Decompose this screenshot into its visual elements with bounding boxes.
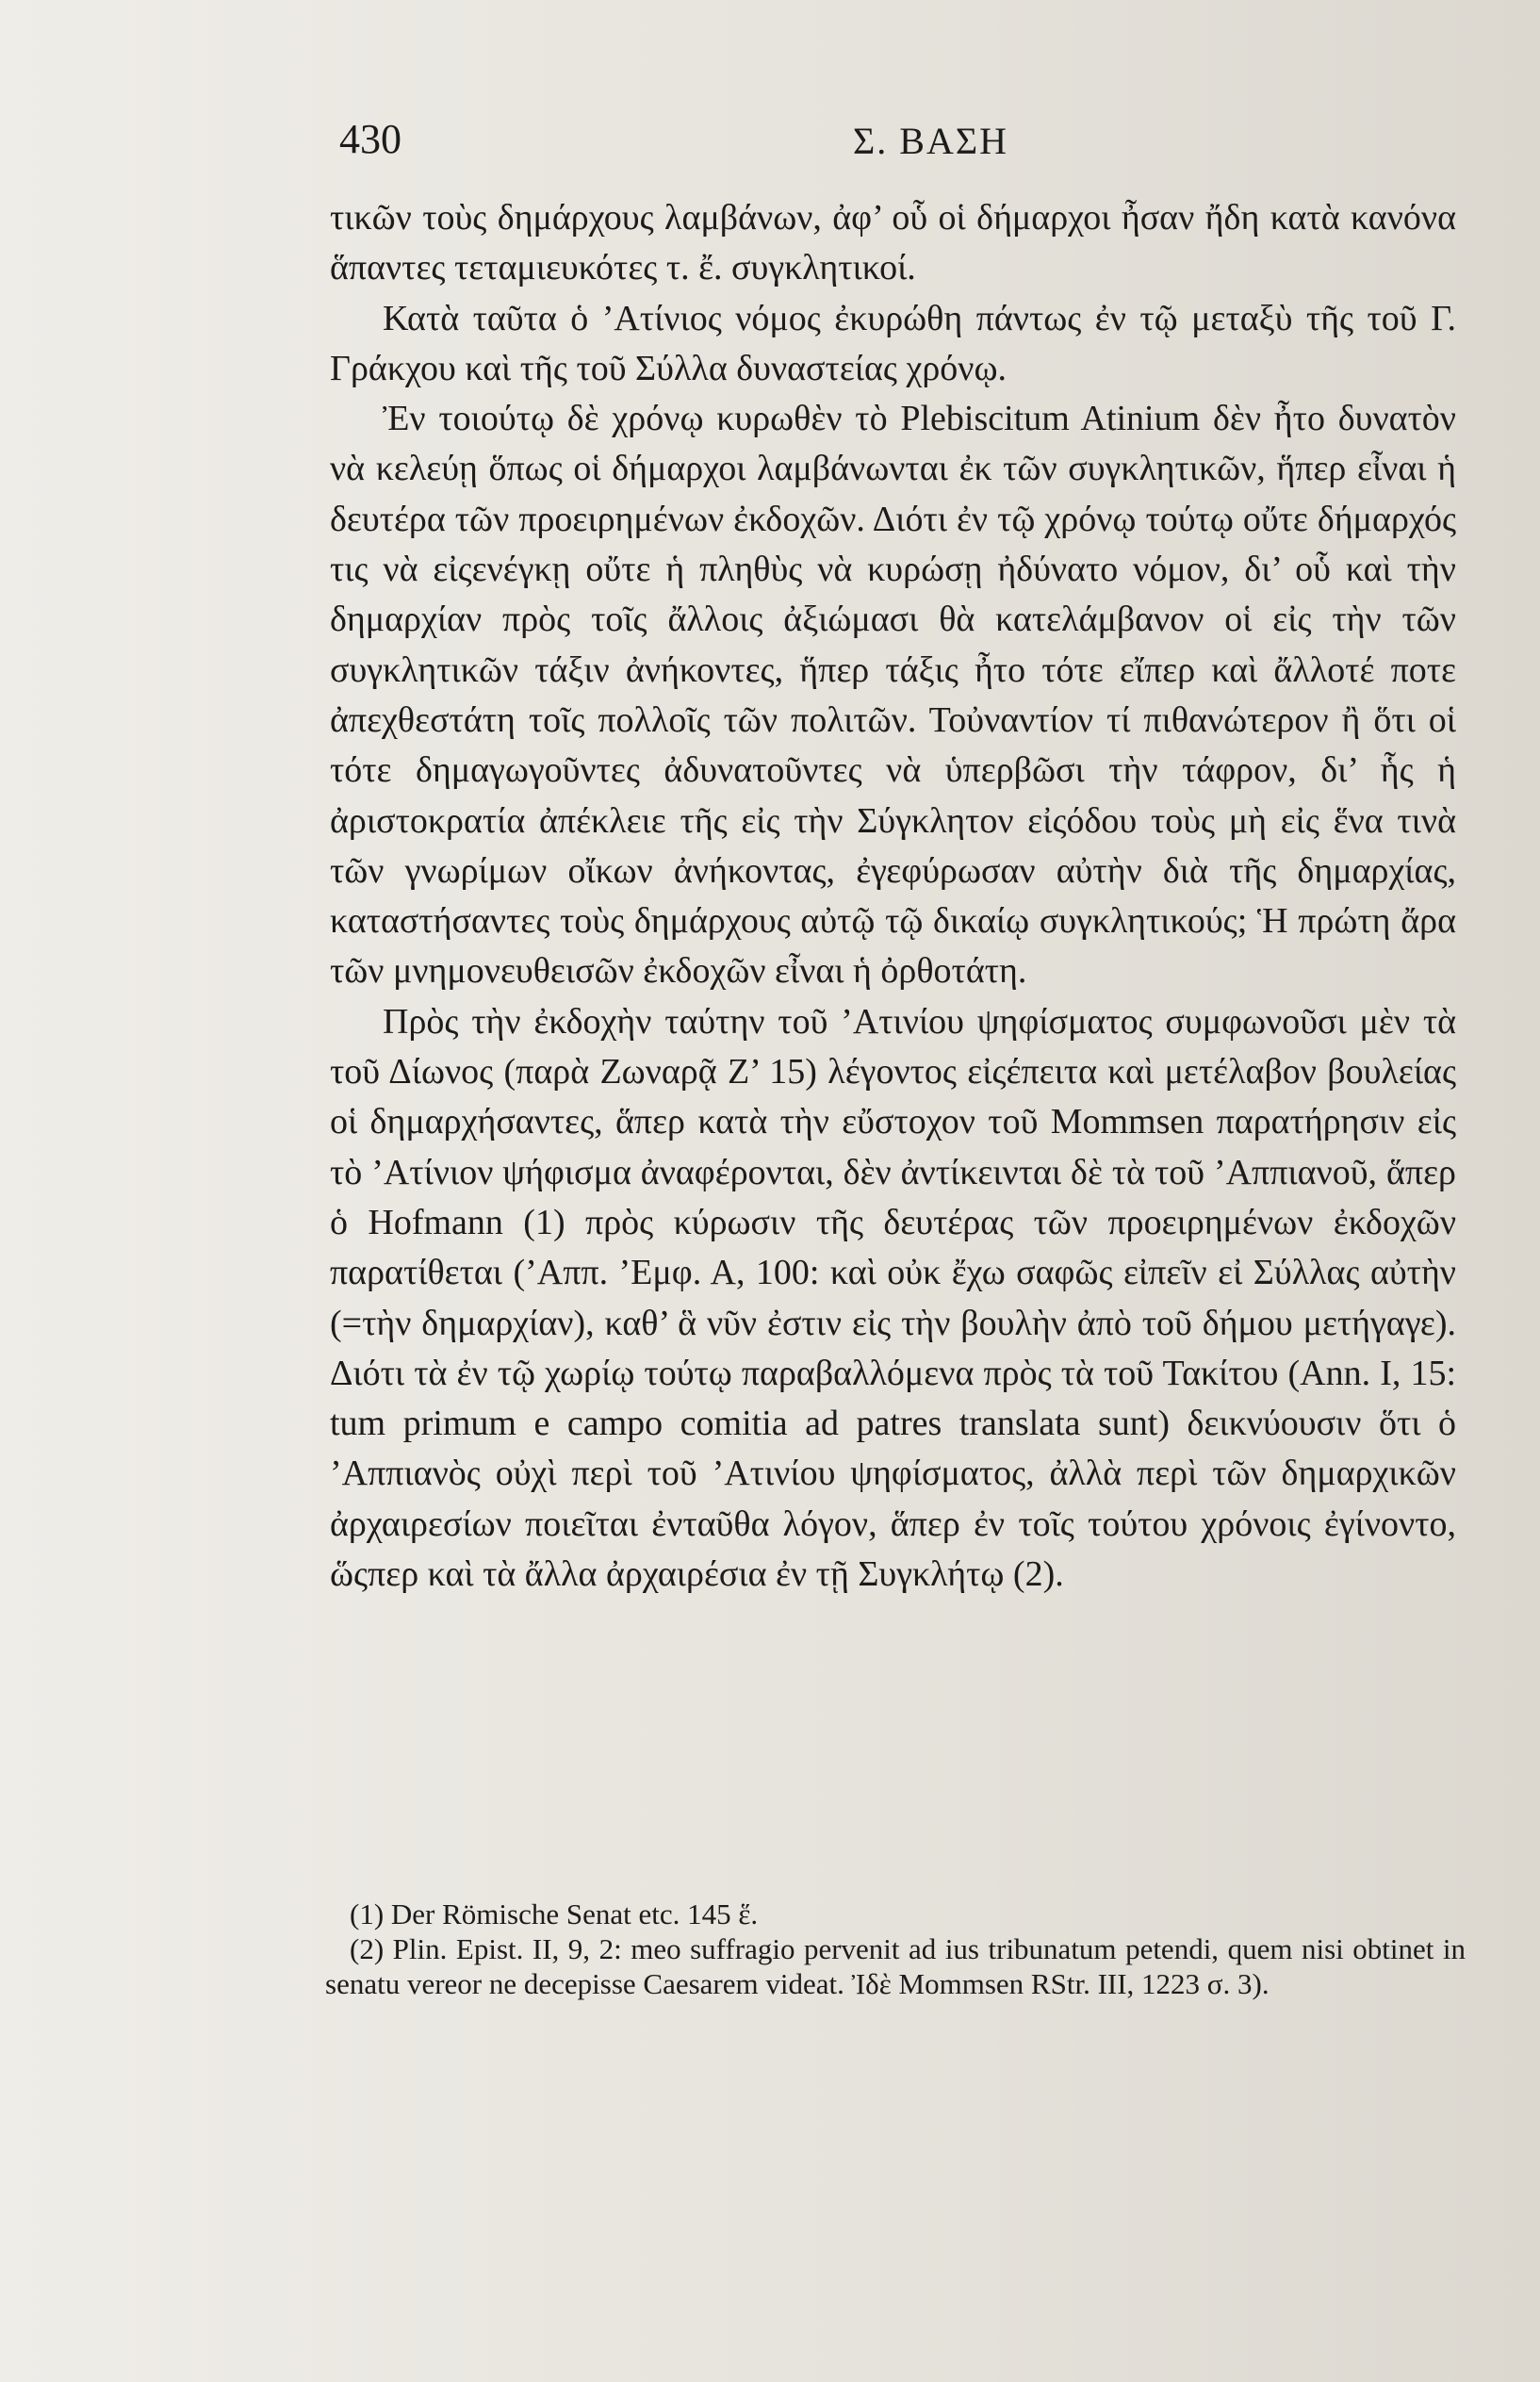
paragraph: Ἐν τοιούτῳ δὲ χρόνῳ κυρωθὲν τὸ Plebiscitum Atinium δὲν ἦτο δυνατὸν νὰ κελεύῃ ὅπως οἱ δήμαρχοι λαμβάνωνται ἐκ τῶν συγκλητικῶν, ἥπερ εἶναι ἡ δευτέρα τῶν προειρημένων ἐκδοχῶν. Διότι ἐν τῷ χρόνῳ τούτῳ οὔτε δήμαρχός τις νὰ εἰςενέγκῃ οὔτε ἡ πληθὺς νὰ κυρώσῃ ἠδύνατο νόμον, δι’ οὗ καὶ τὴν δημαρχίαν πρὸς τοῖς ἄλλοις ἀξιώμασι θὰ κατελάμβανον οἱ εἰς τὴν τῶν συγκλητικῶν τάξιν ἀνήκοντες, ἥπερ τάξις ἦτο τότε εἴπερ καὶ ἄλλοτέ ποτε ἀπεχθεστάτη τοῖς πολλοῖς τῶν πολιτῶν. Τοὐναντίον τί πιθανώτερον ἢ ὅτι οἱ τότε δημαγωγοῦντες ἀδυνατοῦντες νὰ ὑπερβῶσι τὴν τάφρον, δι’ ἧς ἡ ἀριστοκρατία ἀπέκλειε τῆς εἰς τὴν Σύγκλητον εἰςόδου τοὺς μὴ εἰς ἕνα τινὰ τῶν γνωρίμων οἴκων ἀνήκοντας, ἐγεφύρωσαν αὐτὴν διὰ τῆς δημαρχίας, καταστήσαντες τοὺς δημάρχους αὐτῷ τῷ δικαίῳ συγκλητικούς; Ἡ πρώτη ἄρα τῶν μνημονευθεισῶν ἐκδοχῶν εἶναι ἡ ὀρθοτάτη. bbox=[330, 399, 1456, 992]
running-head: Σ. ΒΑΣΗ bbox=[853, 120, 1009, 162]
page-number: 430 bbox=[339, 116, 401, 162]
footnotes bbox=[325, 1897, 1466, 2001]
page-header bbox=[339, 115, 1470, 172]
footnote: (2) Plin. Epist. II, 9, 2: meo suffragio pervenit ad ius tribunatum petendi, quem nisi obtinet in senatu vereor ne decepisse Caesarem videat. Ἰδὲ Mommsen RStr. III, 1223 σ. 3). bbox=[325, 1932, 1466, 2000]
main-text bbox=[330, 193, 1456, 1600]
paragraph: Πρὸς τὴν ἐκδοχὴν ταύτην τοῦ ’Ατινίου ψηφίσματος συμφωνοῦσι μὲν τὰ τοῦ Δίωνος (παρὰ Ζωναρᾷ Ζ’ 15) λέγοντος εἰςέπειτα καὶ μετέλαβον βουλείας οἱ δημαρχήσαντες, ἅπερ κατὰ τὴν εὔστοχον τοῦ Mommsen παρατήρησιν εἰς τὸ ’Ατίνιον ψήφισμα ἀναφέρονται, δὲν ἀντίκεινται δὲ τὰ τοῦ ’Αππιανοῦ, ἅπερ ὁ Hofmann (1) πρὸς κύρωσιν τῆς δευτέρας τῶν προειρημένων ἐκδοχῶν παρατίθεται (’Αππ. ’Εμφ. Α, 100: καὶ οὐκ ἔχω σαφῶς εἰπεῖν εἰ Σύλλας αὐτὴν (=τὴν δημαρχίαν), καθ’ ἃ νῦν ἐστιν εἰς τὴν βουλὴν ἀπὸ τοῦ δήμου μετήγαγε). Διότι τὰ ἐν τῷ χωρίῳ τούτῳ παραβαλλόμενα πρὸς τὰ τοῦ Τακίτου (Ann. I, 15: tum primum e campo comitia ad patres translata sunt) δεικνύουσιν ὅτι ὁ ’Αππιανὸς οὐχὶ περὶ τοῦ ’Ατινίου ψηφίσματος, ἀλλὰ περὶ τῶν δημαρχικῶν ἀρχαιρεσίων ποιεῖται ἐνταῦθα λόγον, ἅπερ ἐν τοῖς τούτου χρόνοις ἐγίνοντο, ὥςπερ καὶ τὰ ἄλλα ἀρχαιρέσια ἐν τῇ Συγκλήτῳ (2). bbox=[330, 1001, 1456, 1595]
paragraph: Κατὰ ταῦτα ὁ ’Ατίνιος νόμος ἐκυρώθη πάντως ἐν τῷ μεταξὺ τῆς τοῦ Γ. Γράκχου καὶ τῆς τοῦ Σύλλα δυναστείας χρόνῳ. bbox=[330, 298, 1456, 388]
paragraph: τικῶν τοὺς δημάρχους λαμβάνων, ἀφ’ οὗ οἱ δήμαρχοι ἦσαν ἤδη κατὰ κανόνα ἅπαντες τεταμιευκότες τ. ἔ. συγκλητικοί. bbox=[330, 198, 1456, 288]
footnote: (1) Der Römische Senat etc. 145 ἕ. bbox=[350, 1897, 759, 1930]
